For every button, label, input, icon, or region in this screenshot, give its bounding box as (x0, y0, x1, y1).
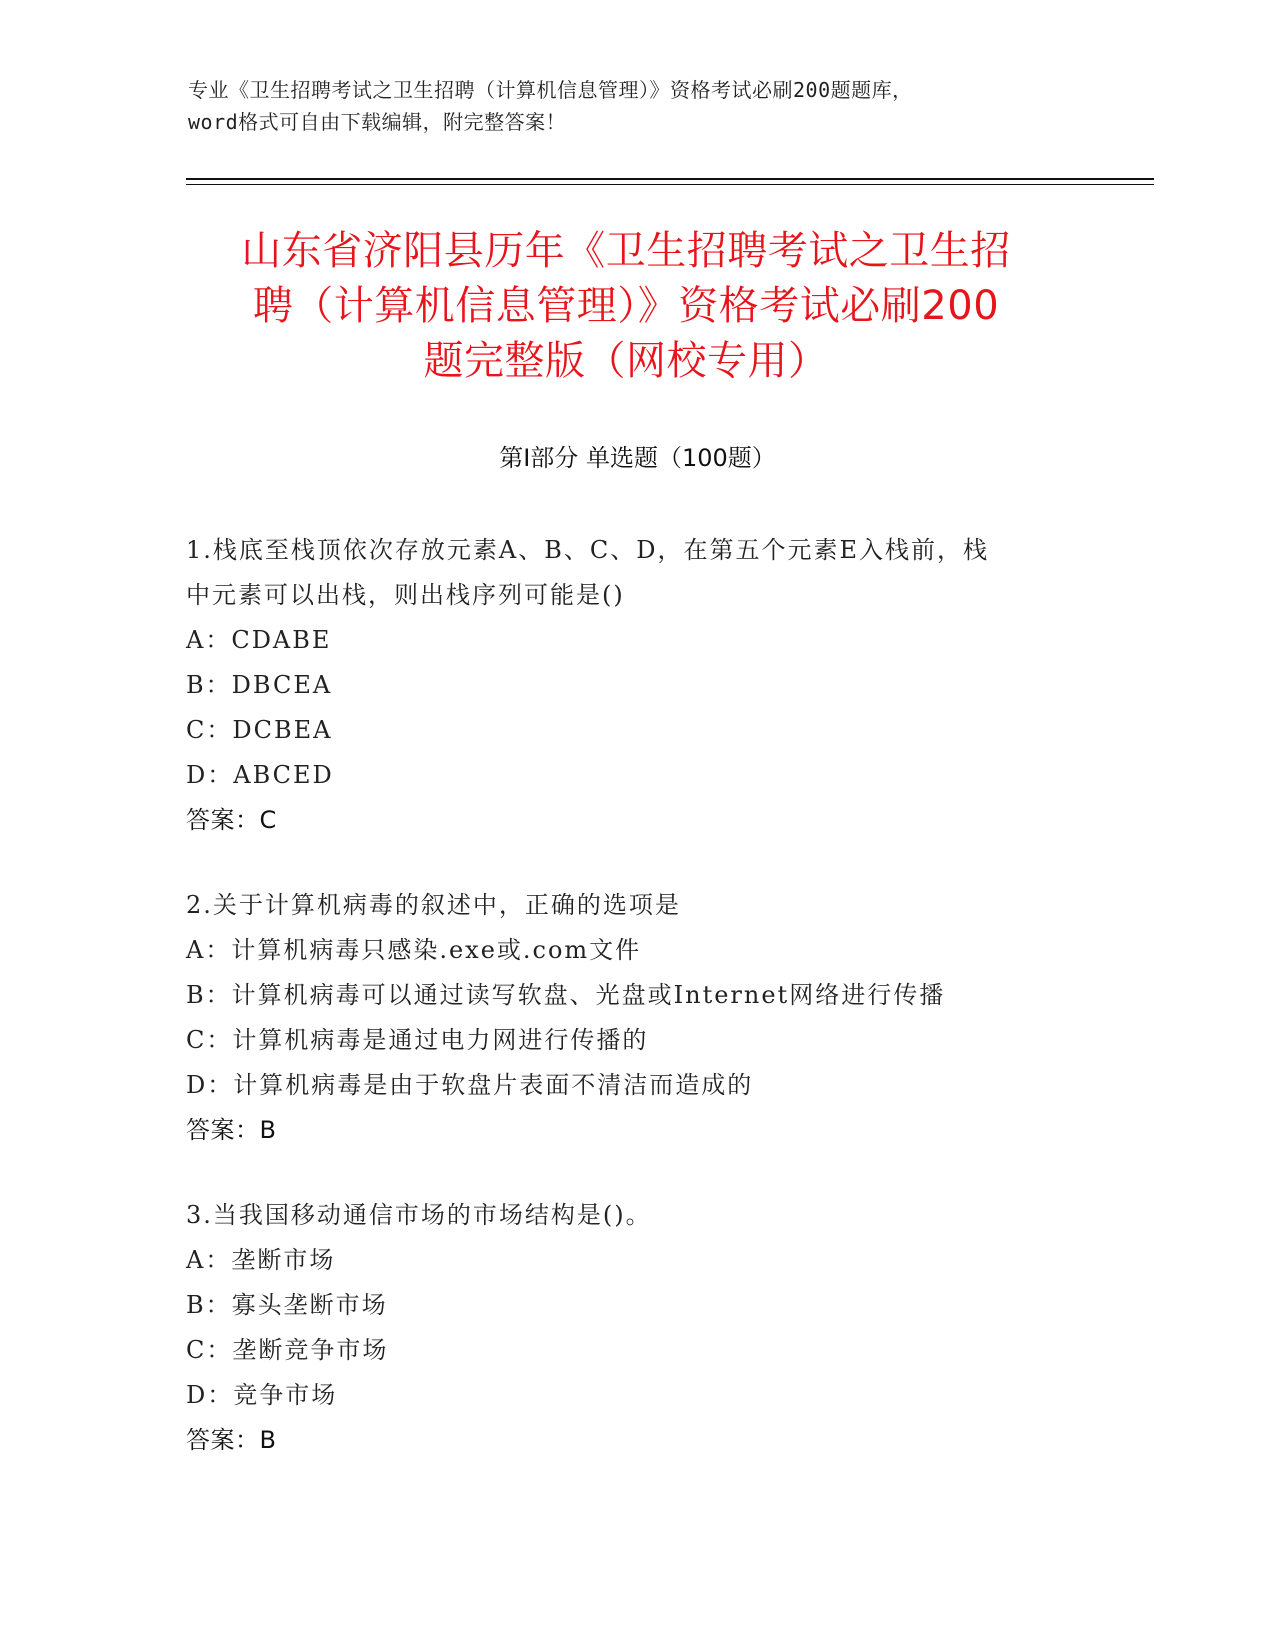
title-line: 聘（计算机信息管理）》资格考试必刷200 (252, 283, 1000, 329)
header-note-line: 专业《卫生招聘考试之卫生招聘（计算机信息管理）》资格考试必刷200题题库， (188, 78, 913, 102)
title-line: 山东省济阳县历年《卫生招聘考试之卫生招 (241, 228, 1011, 274)
title-line: 题完整版（网校专用） (423, 338, 829, 384)
header-note-line: word格式可自由下载编辑，附完整答案！ (188, 110, 567, 134)
option-c: C：计算机病毒是通过电力网进行传播的 (186, 1026, 649, 1054)
option-d: D：计算机病毒是由于软盘片表面不清洁而造成的 (186, 1071, 754, 1099)
option-d: D：竞争市场 (186, 1381, 338, 1409)
option-c: C：垄断竞争市场 (186, 1336, 389, 1364)
header-divider-thick (186, 178, 1154, 180)
question-stem: 2.关于计算机病毒的叙述中，正确的选项是 (186, 891, 681, 919)
answer-label: 答案：B (186, 1116, 277, 1144)
document-title (186, 224, 1066, 389)
option-a: A：CDABE (186, 626, 332, 654)
question-item (186, 1193, 1086, 1463)
question-stem: 1.栈底至栈顶依次存放元素A、B、C、D，在第五个元素E入栈前，栈 (186, 536, 989, 564)
option-b: B：计算机病毒可以通过读写软盘、光盘或Internet网络进行传播 (186, 981, 946, 1009)
question-item (186, 883, 1086, 1153)
option-a: A：计算机病毒只感染.exe或.com文件 (186, 936, 642, 964)
question-stem: 3.当我国移动通信市场的市场结构是()。 (186, 1201, 652, 1229)
option-b: B：寡头垄断市场 (186, 1291, 388, 1319)
question-item (186, 528, 1086, 843)
question-list (186, 528, 1086, 1503)
option-a: A：垄断市场 (186, 1246, 336, 1274)
header-note (188, 74, 1088, 138)
header-divider-thin (186, 184, 1154, 185)
option-c: C：DCBEA (186, 716, 333, 744)
question-stem: 中元素可以出栈，则出栈序列可能是() (186, 581, 625, 609)
option-b: B：DBCEA (186, 671, 333, 699)
option-d: D：ABCED (186, 761, 334, 789)
answer-label: 答案：B (186, 1426, 277, 1454)
answer-label: 答案：C (186, 806, 277, 834)
section-heading: 第Ⅰ部分 单选题（100题） (499, 444, 776, 472)
